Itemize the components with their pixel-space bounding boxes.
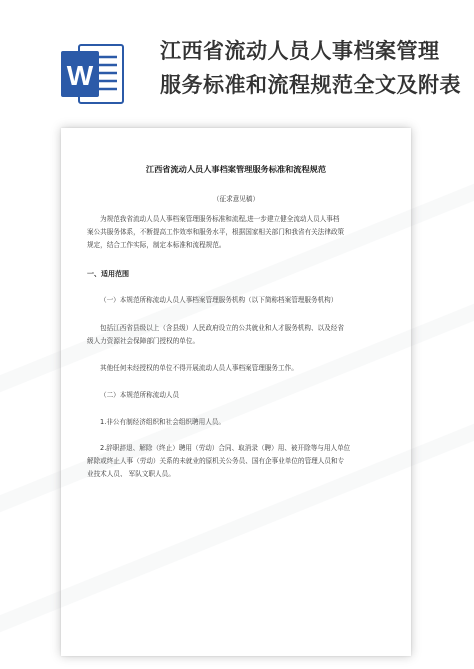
intro-line-2: 案公共服务体系，不断提高工作效率和服务水平，根据国家相关部门和我省有关法律政策 xyxy=(87,228,345,236)
item-2-point-2-line-2: 解除或终止人事（劳动）关系的未就业的原机关公务员、国有企事业单位的管理人员和专 xyxy=(87,457,345,465)
item-1-note xyxy=(87,362,387,375)
item-1 xyxy=(87,294,387,307)
document-subtitle: （征求意见稿） xyxy=(212,195,260,203)
title-line-1: 江西省流动人员人事档案管理 xyxy=(160,38,440,63)
item-2-point-1 xyxy=(87,416,387,429)
item-2 xyxy=(87,389,387,402)
item-2-text: （二）本规范所称流动人员 xyxy=(100,391,180,399)
item-2-point-1-text: 1.非公有制经济组织和社会组织聘用人员。 xyxy=(100,418,225,426)
item-2-point-2-line-1: 2.辞职辞退、解除（终止）聘用（劳动）合同、取消录（聘）用、被开除等与用人单位 xyxy=(100,444,351,452)
title-line-2: 服务标准和流程规范全文及附表 xyxy=(160,72,461,97)
document-sheet xyxy=(61,128,411,656)
intro-line-1: 为规范我省流动人员人事档案管理服务标准和流程,进一步建立健全流动人员人事档 xyxy=(100,215,340,223)
document-body xyxy=(61,128,411,656)
item-1-detail-line-2: 级人力资源社会保障部门授权的单位。 xyxy=(87,337,200,345)
item-1-detail xyxy=(87,322,387,348)
intro-paragraph xyxy=(87,213,387,252)
word-icon xyxy=(57,41,127,107)
section-heading-1: 一、适用范围 xyxy=(87,270,129,278)
intro-line-3: 规定，结合工作实际，制定本标准和流程规范。 xyxy=(87,241,226,249)
item-2-point-2-line-3: 业技术人员、 军队文职人员。 xyxy=(87,470,175,478)
logo-letter: W xyxy=(66,60,94,91)
item-1-note-text: 其他任何未经授权的单位不得开展流动人员人事档案管理服务工作。 xyxy=(100,364,298,372)
page-title xyxy=(160,34,460,102)
item-1-detail-line-1: 包括江西省县级以上（含县级）人民政府设立的公共就业和人才服务机构、以及经省 xyxy=(100,324,344,332)
item-2-point-2 xyxy=(87,442,387,481)
document-title: 江西省流动人员人事档案管理服务标准和流程规范 xyxy=(145,164,327,174)
item-1-text: （一）本规范所称流动人员人事档案管理服务机构（以下简称档案管理服务机构） xyxy=(100,296,338,304)
